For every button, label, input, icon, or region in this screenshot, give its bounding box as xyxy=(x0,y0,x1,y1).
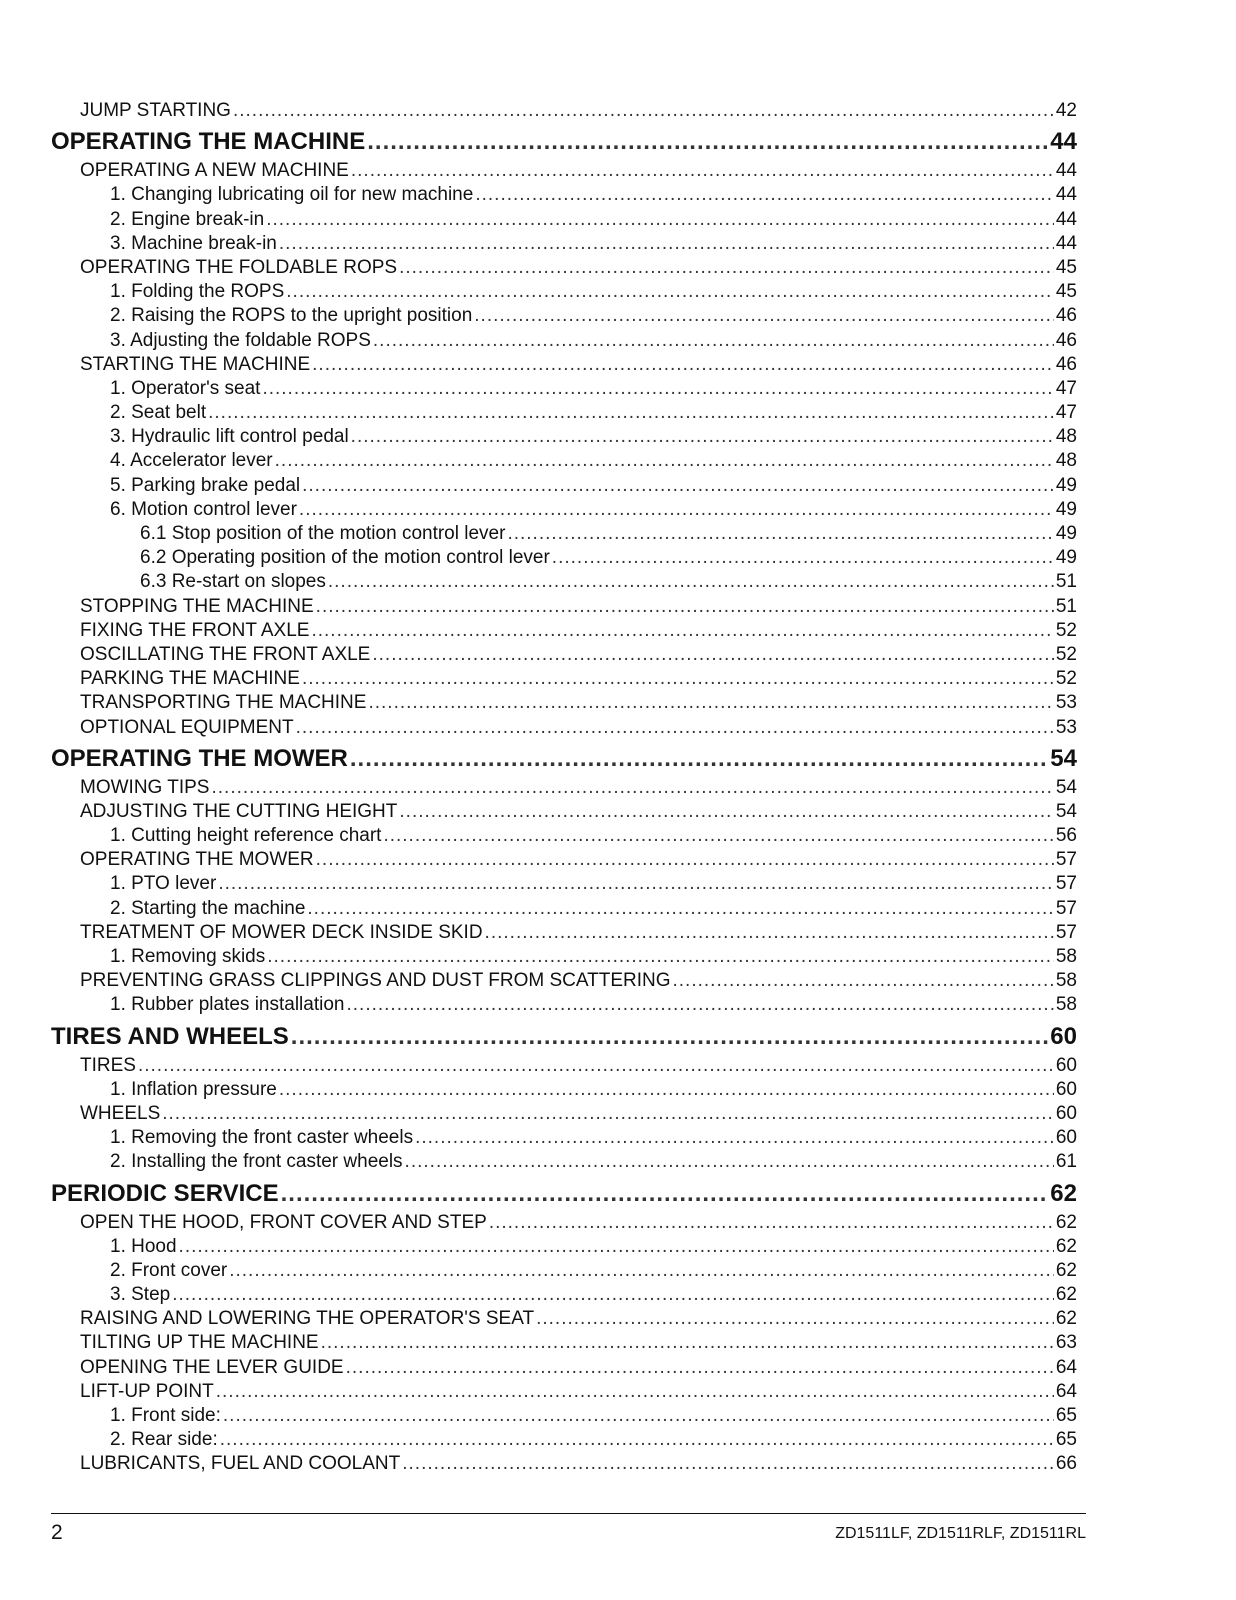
toc-entry-page: 49 xyxy=(1055,474,1077,496)
toc-entry[interactable] xyxy=(51,378,1077,402)
toc-entry[interactable] xyxy=(51,354,1077,378)
toc-entry-page: 60 xyxy=(1055,1127,1077,1149)
toc-entry-page: 44 xyxy=(1050,128,1077,156)
toc-entry[interactable] xyxy=(51,1308,1077,1332)
toc-entry[interactable] xyxy=(51,523,1077,547)
dot-leader xyxy=(279,1079,1054,1101)
toc-entry[interactable] xyxy=(51,692,1077,716)
toc-entry-title: FIXING THE FRONT AXLE xyxy=(80,619,310,641)
toc-entry-title: 2. Rear side: xyxy=(110,1429,218,1451)
toc-entry-title: 6.2 Operating position of the motion control lever xyxy=(140,547,550,569)
toc-entry-page: 52 xyxy=(1055,619,1077,641)
toc-entry[interactable] xyxy=(51,1429,1077,1453)
toc-entry-page: 57 xyxy=(1055,849,1077,871)
toc-entry-page: 54 xyxy=(1055,800,1077,822)
toc-entry-title: OSCILLATING THE FRONT AXLE xyxy=(80,643,371,665)
toc-entry[interactable] xyxy=(51,801,1077,825)
toc-entry-page: 62 xyxy=(1055,1211,1077,1233)
dot-leader xyxy=(218,873,1054,895)
toc-entry-title: 1. Front side: xyxy=(110,1405,221,1426)
dot-leader xyxy=(346,994,1053,1016)
dot-leader xyxy=(266,209,1054,231)
toc-entry-page: 60 xyxy=(1055,1078,1077,1100)
toc-entry-title: PARKING THE MACHINE xyxy=(80,668,300,690)
toc-entry-page: 62 xyxy=(1050,1179,1077,1207)
toc-entry-title: MOWING TIPS xyxy=(80,776,210,798)
toc-entry-title: 3. Machine break-in xyxy=(110,232,277,254)
toc-entry-title: 2. Seat belt xyxy=(110,402,207,424)
toc-entry[interactable] xyxy=(51,1103,1077,1127)
toc-entry-title: TRANSPORTING THE MACHINE xyxy=(80,692,367,714)
toc-entry-title: PREVENTING GRASS CLIPPINGS AND DUST FROM SCATTERING xyxy=(80,970,671,992)
toc-entry-title: OPTIONAL EQUIPMENT xyxy=(80,716,294,738)
toc-entry-title: OPEN THE HOOD, FRONT COVER AND STEP xyxy=(80,1211,487,1233)
toc-entry-title: 2. Installing the front caster wheels xyxy=(110,1151,403,1173)
toc-entry-title: OPERATING A NEW MACHINE xyxy=(80,160,349,182)
toc-entry-page: 54 xyxy=(1050,744,1077,772)
toc-entry-page: 44 xyxy=(1055,208,1077,230)
toc-entry-title: WHEELS xyxy=(80,1102,161,1124)
dot-leader xyxy=(279,233,1054,255)
toc-entry[interactable] xyxy=(51,873,1077,897)
toc-entry-page: 51 xyxy=(1055,595,1077,617)
dot-leader xyxy=(485,922,1054,944)
dot-leader xyxy=(229,1260,1054,1282)
toc-entry-title: ADJUSTING THE CUTTING HEIGHT xyxy=(80,800,398,822)
dot-leader xyxy=(286,281,1054,303)
toc-entry-title: 1. Hood xyxy=(110,1235,177,1257)
toc-entry-title: RAISING AND LOWERING THE OPERATOR'S SEAT xyxy=(80,1308,535,1330)
toc-entry-page: 45 xyxy=(1055,281,1077,303)
toc-entry[interactable] xyxy=(51,499,1077,523)
toc-entry-page: 60 xyxy=(1055,1054,1077,1076)
toc-entry[interactable] xyxy=(51,717,1077,741)
toc-entry-title: OPERATING THE MACHINE xyxy=(51,128,366,156)
toc-entry[interactable] xyxy=(51,620,1077,644)
toc-entry-title: TILTING UP THE MACHINE xyxy=(80,1332,319,1354)
toc-entry[interactable] xyxy=(51,475,1077,499)
toc-entry-title: 2. Front cover xyxy=(110,1259,228,1281)
toc-entry-page: 46 xyxy=(1055,353,1077,375)
toc-entry-page: 53 xyxy=(1055,692,1077,714)
toc-entry-page: 46 xyxy=(1055,305,1077,327)
toc-entry-title: LIFT-UP POINT xyxy=(80,1380,214,1402)
toc-chapter-entry[interactable] xyxy=(51,741,1077,777)
dot-leader xyxy=(399,257,1054,279)
dot-leader xyxy=(233,100,1054,122)
toc-entry-title: 1. Rubber plates installation xyxy=(110,994,345,1016)
toc-entry[interactable] xyxy=(51,922,1077,946)
dot-leader xyxy=(346,1357,1054,1379)
dot-leader xyxy=(302,668,1054,690)
dot-leader xyxy=(291,1023,1049,1051)
toc-entry-title: TREATMENT OF MOWER DECK INSIDE SKID xyxy=(80,921,483,943)
toc-entry-page: 62 xyxy=(1055,1284,1077,1306)
toc-entry[interactable] xyxy=(51,1453,1077,1477)
dot-leader xyxy=(405,1151,1054,1173)
toc-entry-page: 64 xyxy=(1055,1356,1077,1378)
toc-entry-page: 52 xyxy=(1055,668,1077,690)
dot-leader xyxy=(211,777,1053,799)
dot-leader xyxy=(673,970,1054,992)
toc-entry-page: 58 xyxy=(1055,946,1077,967)
dot-leader xyxy=(138,1055,1054,1077)
toc-entry-page: 64 xyxy=(1055,1380,1077,1402)
toc-entry[interactable] xyxy=(51,596,1077,620)
toc-entry-page: 58 xyxy=(1055,970,1077,992)
page-number: 2 xyxy=(51,1521,63,1544)
toc-entry-title: 5. Parking brake pedal xyxy=(110,474,301,496)
model-numbers: ZD1511LF, ZD1511RLF, ZD1511RL xyxy=(835,1525,1086,1542)
toc-entry[interactable] xyxy=(51,233,1077,257)
dot-leader xyxy=(316,849,1054,871)
toc-entry-page: 52 xyxy=(1055,643,1077,665)
toc-entry-title: 3. Adjusting the foldable ROPS xyxy=(110,329,371,351)
toc-entry-title: 1. Operator's seat xyxy=(110,377,261,399)
dot-leader xyxy=(208,402,1054,424)
dot-leader xyxy=(475,184,1054,206)
toc-entry[interactable] xyxy=(51,426,1077,450)
toc-entry-title: 6. Motion control lever xyxy=(110,498,297,520)
toc-entry-page: 62 xyxy=(1055,1259,1077,1281)
toc-entry[interactable] xyxy=(51,898,1077,922)
dot-leader xyxy=(311,620,1053,642)
dot-leader xyxy=(552,547,1054,569)
toc-entry[interactable] xyxy=(51,825,1077,849)
toc-entry[interactable] xyxy=(51,1284,1077,1308)
toc-entry-title: 1. PTO lever xyxy=(110,873,217,895)
toc-entry-page: 45 xyxy=(1055,256,1077,278)
dot-leader xyxy=(402,1453,1054,1475)
toc-entry[interactable] xyxy=(51,970,1077,994)
toc-entry-title: TIRES xyxy=(80,1054,136,1076)
toc-entry-page: 47 xyxy=(1055,377,1077,399)
toc-entry[interactable] xyxy=(51,668,1077,692)
toc-entry-page: 62 xyxy=(1055,1308,1077,1330)
toc-entry[interactable] xyxy=(51,257,1077,281)
dot-leader xyxy=(351,426,1054,448)
toc-entry-page: 60 xyxy=(1055,1102,1077,1124)
toc-entry-page: 44 xyxy=(1055,160,1077,182)
toc-entry-title: LUBRICANTS, FUEL AND COOLANT xyxy=(80,1453,401,1475)
toc-entry[interactable] xyxy=(51,644,1077,668)
toc-entry[interactable] xyxy=(51,1236,1077,1260)
toc-entry[interactable] xyxy=(51,1332,1077,1356)
toc-entry[interactable] xyxy=(51,1055,1077,1079)
toc-entry-title: 3. Step xyxy=(110,1284,171,1306)
toc-entry-title: PERIODIC SERVICE xyxy=(51,1179,279,1207)
toc-entry-page: 57 xyxy=(1055,897,1077,919)
dot-leader xyxy=(328,571,1054,593)
dot-leader xyxy=(179,1236,1054,1258)
dot-leader xyxy=(162,1103,1054,1125)
toc-entry[interactable] xyxy=(51,1357,1077,1381)
dot-leader xyxy=(307,898,1053,920)
toc-entry-title: 6.3 Re-start on slopes xyxy=(140,571,326,593)
dot-leader xyxy=(350,745,1048,773)
dot-leader xyxy=(316,596,1054,618)
toc-entry[interactable] xyxy=(51,402,1077,426)
dot-leader xyxy=(367,128,1048,156)
toc-entry[interactable] xyxy=(51,849,1077,873)
toc-entry-title: 6.1 Stop position of the motion control lever xyxy=(140,523,506,544)
dot-leader xyxy=(223,1405,1054,1427)
dot-leader xyxy=(536,1308,1054,1330)
table-of-contents xyxy=(51,100,1077,1478)
toc-entry-page: 57 xyxy=(1055,921,1077,943)
dot-leader xyxy=(299,499,1054,521)
toc-entry[interactable] xyxy=(51,571,1077,595)
toc-entry-page: 51 xyxy=(1055,571,1077,593)
toc-entry[interactable] xyxy=(51,946,1077,970)
toc-entry-page: 61 xyxy=(1055,1151,1077,1173)
dot-leader xyxy=(489,1212,1054,1234)
dot-leader xyxy=(220,1429,1054,1451)
toc-entry-page: 53 xyxy=(1055,716,1077,738)
toc-entry-page: 47 xyxy=(1055,402,1077,424)
dot-leader xyxy=(372,644,1054,666)
dot-leader xyxy=(275,450,1054,472)
toc-entry[interactable] xyxy=(51,184,1077,208)
toc-entry-page: 42 xyxy=(1055,100,1077,121)
toc-entry-page: 65 xyxy=(1055,1429,1077,1451)
dot-leader xyxy=(296,717,1054,739)
toc-entry-page: 49 xyxy=(1055,547,1077,569)
dot-leader xyxy=(216,1381,1054,1403)
toc-chapter-entry[interactable] xyxy=(51,1176,1077,1212)
dot-leader xyxy=(351,160,1054,182)
toc-entry-title: OPERATING THE MOWER xyxy=(51,744,348,772)
toc-entry-page: 49 xyxy=(1055,498,1077,520)
toc-entry-title: 4. Accelerator lever xyxy=(110,450,273,472)
toc-entry-title: OPENING THE LEVER GUIDE xyxy=(80,1356,344,1378)
toc-entry-title: 1. Removing the front caster wheels xyxy=(110,1127,414,1149)
toc-entry-title: 2. Raising the ROPS to the upright position xyxy=(110,305,473,327)
dot-leader xyxy=(281,1180,1049,1208)
toc-entry[interactable] xyxy=(51,994,1077,1018)
toc-entry[interactable] xyxy=(51,1151,1077,1175)
toc-entry-page: 46 xyxy=(1055,329,1077,351)
toc-entry-page: 60 xyxy=(1050,1022,1077,1050)
toc-entry-title: TIRES AND WHEELS xyxy=(51,1022,289,1050)
dot-leader xyxy=(474,305,1054,327)
toc-entry-title: JUMP STARTING xyxy=(80,100,231,121)
dot-leader xyxy=(321,1332,1054,1354)
toc-entry-page: 58 xyxy=(1055,994,1077,1016)
toc-chapter-entry[interactable] xyxy=(51,1019,1077,1055)
toc-entry-title: STOPPING THE MACHINE xyxy=(80,595,314,617)
toc-entry-page: 57 xyxy=(1055,873,1077,895)
toc-entry[interactable] xyxy=(51,450,1077,474)
toc-entry-title: 3. Hydraulic lift control pedal xyxy=(110,426,349,448)
toc-entry-title: STARTING THE MACHINE xyxy=(80,353,311,375)
toc-entry-title: 1. Inflation pressure xyxy=(110,1078,277,1100)
toc-entry-page: 48 xyxy=(1055,450,1077,472)
toc-entry-page: 65 xyxy=(1055,1405,1077,1426)
toc-entry-title: 1. Folding the ROPS xyxy=(110,281,285,303)
toc-entry-page: 54 xyxy=(1055,776,1077,798)
toc-entry-title: OPERATING THE MOWER xyxy=(80,849,314,871)
toc-chapter-entry[interactable] xyxy=(51,124,1077,160)
toc-entry[interactable] xyxy=(51,305,1077,329)
toc-entry[interactable] xyxy=(51,1127,1077,1151)
dot-leader xyxy=(262,378,1053,400)
toc-entry-page: 48 xyxy=(1055,426,1077,448)
toc-entry[interactable] xyxy=(51,1381,1077,1405)
dot-leader xyxy=(302,475,1054,497)
toc-entry[interactable] xyxy=(51,547,1077,571)
toc-entry-page: 62 xyxy=(1055,1235,1077,1257)
toc-entry-title: 2. Engine break-in xyxy=(110,208,265,230)
dot-leader xyxy=(507,523,1053,545)
toc-entry[interactable] xyxy=(51,1260,1077,1284)
toc-entry[interactable] xyxy=(51,100,1077,124)
toc-entry[interactable] xyxy=(51,330,1077,354)
toc-entry[interactable] xyxy=(51,1405,1077,1429)
toc-entry-page: 56 xyxy=(1055,825,1077,847)
dot-leader xyxy=(373,330,1054,352)
dot-leader xyxy=(312,354,1054,376)
toc-entry[interactable] xyxy=(51,1079,1077,1103)
toc-entry[interactable] xyxy=(51,777,1077,801)
toc-entry-title: OPERATING THE FOLDABLE ROPS xyxy=(80,256,398,278)
dot-leader xyxy=(399,801,1053,823)
dot-leader xyxy=(415,1127,1054,1149)
toc-entry-title: 2. Starting the machine xyxy=(110,897,306,919)
toc-entry-title: 1. Cutting height reference chart xyxy=(110,825,382,847)
toc-entry-title: 1. Removing skids xyxy=(110,946,266,967)
footer-divider xyxy=(51,1513,1086,1514)
dot-leader xyxy=(383,825,1053,847)
toc-entry[interactable] xyxy=(51,1212,1077,1236)
toc-entry-page: 44 xyxy=(1055,184,1077,206)
toc-entry-title: 1. Changing lubricating oil for new machine xyxy=(110,184,474,206)
toc-entry[interactable] xyxy=(51,281,1077,305)
toc-entry[interactable] xyxy=(51,160,1077,184)
toc-entry-page: 63 xyxy=(1055,1332,1077,1354)
dot-leader xyxy=(172,1284,1054,1306)
dot-leader xyxy=(368,692,1053,714)
toc-entry-page: 66 xyxy=(1055,1453,1077,1475)
toc-entry[interactable] xyxy=(51,209,1077,233)
toc-entry-page: 49 xyxy=(1055,523,1077,544)
dot-leader xyxy=(267,946,1054,968)
toc-entry-page: 44 xyxy=(1055,232,1077,254)
